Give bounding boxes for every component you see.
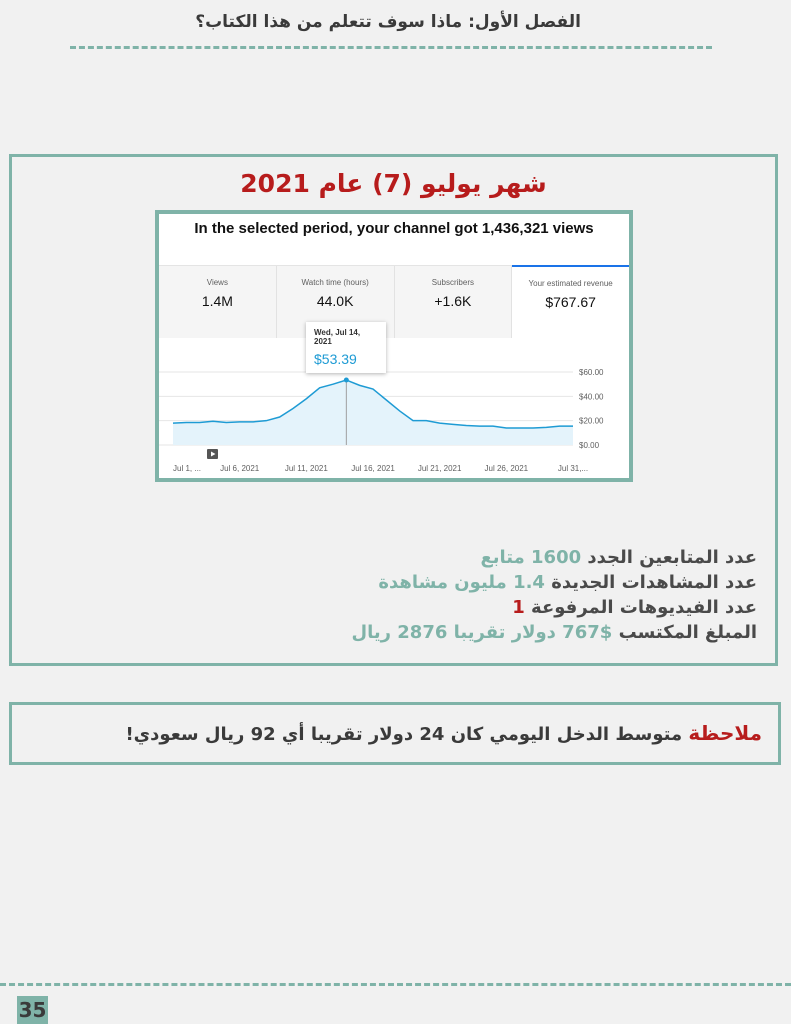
x-tick-label: Jul 6, 2021: [220, 464, 260, 473]
metric-label: Watch time (hours): [301, 278, 369, 287]
metric-label: Views: [206, 278, 228, 287]
metric-subscribers: [395, 266, 513, 338]
stats-list: [352, 545, 757, 645]
y-tick-label: $20.00: [579, 416, 604, 426]
x-tick-label: Jul 11, 2021: [284, 464, 328, 473]
analytics-headline: In the selected period, your channel got 1,436,321 views: [194, 220, 594, 237]
highlight-point: [344, 378, 349, 383]
stat-label: عدد المتابعين الجدد: [587, 547, 757, 568]
stat-earnings: [352, 620, 757, 645]
tooltip-date: Wed, Jul 14, 2021: [314, 328, 361, 346]
x-tick-label: Jul 1, ...: [173, 464, 202, 473]
x-tick-label: Jul 31,...: [557, 464, 589, 473]
metrics-row: [159, 265, 629, 338]
stat-label: عدد الفيديوهات المرفوعة: [531, 597, 757, 618]
note-body: متوسط الدخل اليومي كان 24 دولار تقريبا أي 92 ريال سعودي!: [125, 724, 683, 745]
stat-subscribers: [352, 545, 757, 570]
metric-value: +1.6K: [434, 293, 472, 309]
y-tick-label: $60.00: [579, 368, 604, 377]
month-title: شهر يوليو (7) عام 2021: [240, 169, 547, 198]
stat-label: عدد المشاهدات الجديدة: [551, 572, 757, 593]
note-label: ملاحظة: [688, 721, 762, 745]
x-tick-label: Jul 16, 2021: [351, 464, 395, 473]
metric-value: $767.67: [545, 294, 596, 310]
stat-videos: [352, 595, 757, 620]
chart-tooltip: [306, 322, 386, 373]
stat-value: 1600 متابع: [480, 547, 582, 568]
month-summary-box: [9, 154, 778, 666]
note-box: [9, 702, 781, 765]
y-tick-label: $40.00: [579, 392, 604, 402]
y-tick-label: $0.00: [579, 441, 600, 450]
metric-value: 44.0K: [316, 293, 354, 309]
note-text: [125, 721, 762, 745]
x-tick-label: Jul 21, 2021: [417, 464, 462, 473]
metric-revenue: [512, 265, 629, 338]
metric-value: 1.4M: [201, 293, 233, 309]
analytics-screenshot: [155, 210, 633, 482]
stat-value: $767 دولار تقريبا 2876 ريال: [351, 622, 613, 643]
revenue-chart: [159, 337, 629, 478]
bottom-divider: [0, 983, 791, 986]
stat-label: المبلغ المكتسب: [618, 622, 757, 643]
tooltip-value: $53.39: [314, 351, 357, 367]
metric-label: Subscribers: [431, 278, 474, 287]
chapter-title: الفصل الأول: ماذا سوف تتعلم من هذا الكتاب؟: [195, 12, 581, 32]
top-divider: [70, 46, 712, 49]
metric-label: Your estimated revenue: [528, 279, 613, 288]
x-tick-label: Jul 26, 2021: [484, 464, 529, 473]
stat-value: 1: [512, 597, 525, 618]
page-number: 35: [18, 998, 47, 1022]
metric-views: [159, 266, 277, 338]
stat-value: 1.4 مليون مشاهدة: [378, 572, 545, 593]
stat-views: [352, 570, 757, 595]
